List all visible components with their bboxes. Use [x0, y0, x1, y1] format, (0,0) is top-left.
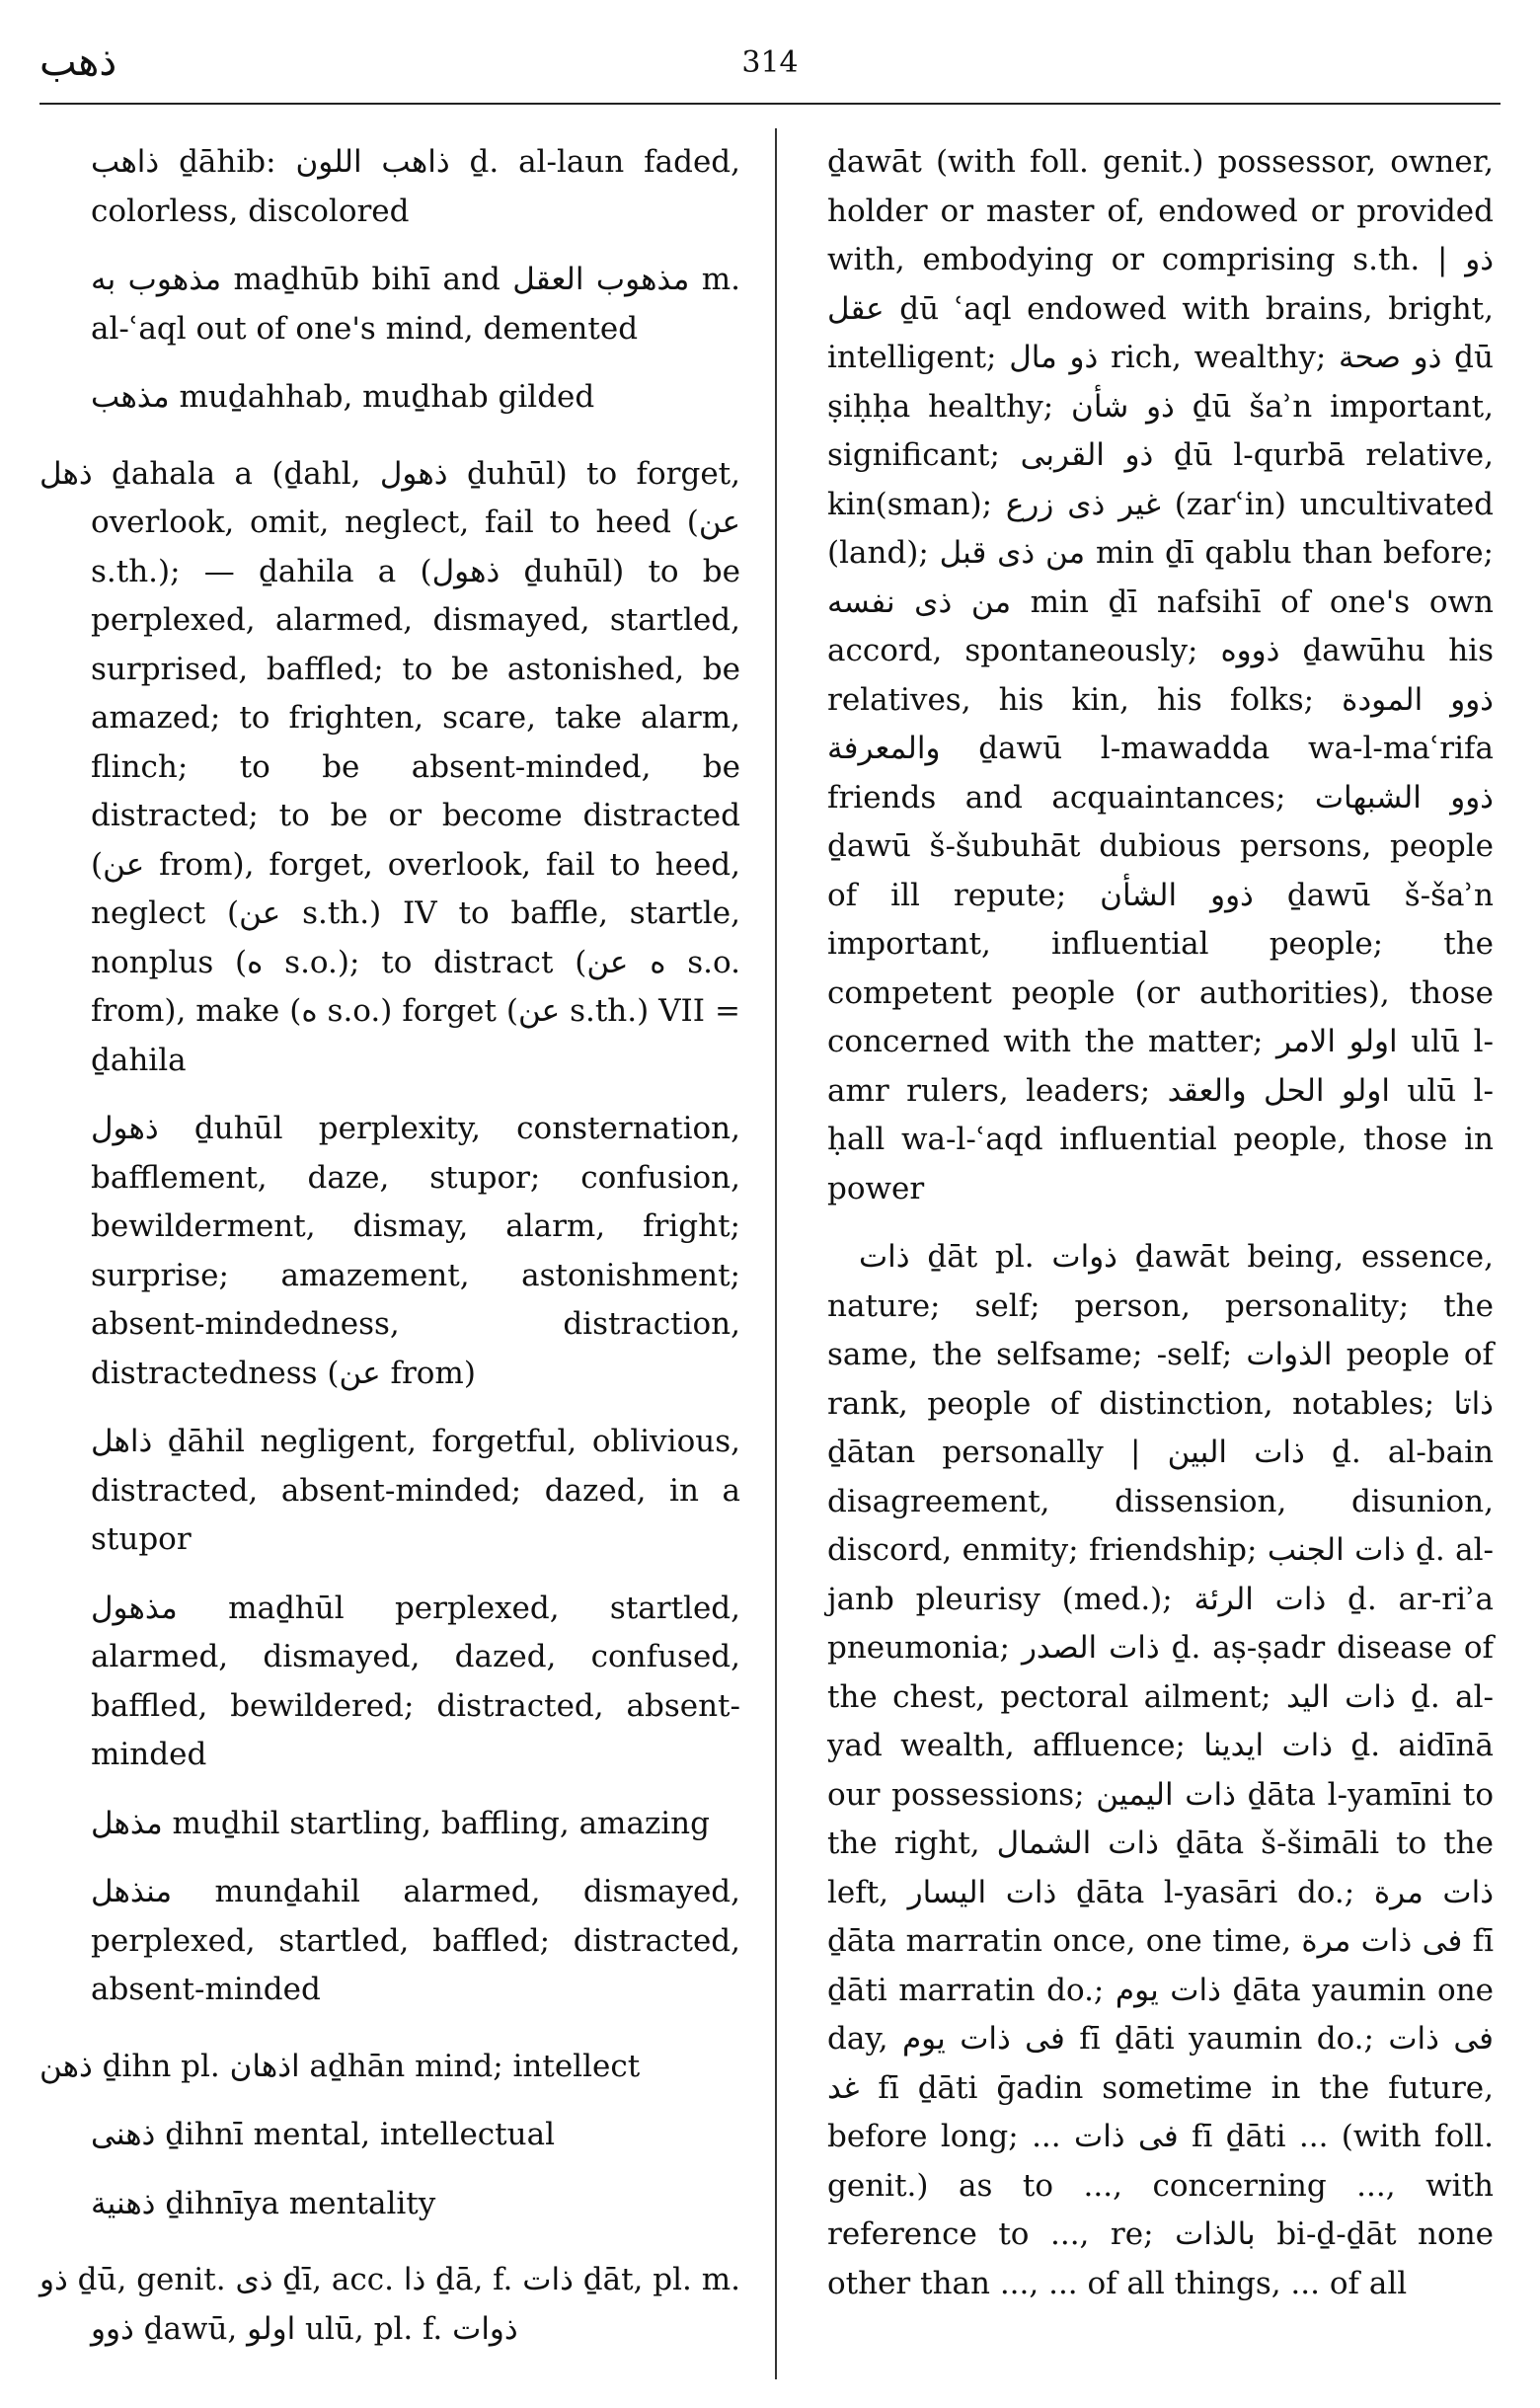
- column-divider: [775, 128, 777, 2379]
- entry-dihniya: ذهنية ḏihnīya mentality: [91, 2185, 436, 2221]
- page-header: [0, 0, 1540, 109]
- entry-du-continued: ḏawāt (with foll. genit.) possessor, owner, holder or master of, endowed or provided with, embodying or comprising s.th. | ذو عقل ḏū ʿaql endowed with brains, bright, intelligent; ذو مال rich, wealthy; ذو صحة ḏū ṣiḥḥa healthy; ذو شأن ḏū šaʾn important, significant; ذو القربى ḏū l-qurbā relative, kin(sman); غير ذى زرع (zarʿin) uncultivated (land); من ذى قبل min ḏī qablu than before; من ذى نفسه min ḏī nafsihī of one's own accord, spontaneously; ذووه ḏawūhu his relatives, his kin, his folks; ذوو المودة والمعرفة ḏawū l-mawadda wa-l-maʿrifa friends and acquaintances; ذوو الشبهات ḏawū š-šubuhāt dubious persons, people of ill repute; ذوو الشأن ḏawū š-šaʾn important, influential people; the competent people (or authorities), those concerned with the matter; اولو الامر ulū l-amr rulers, leaders; اولو الحل والعقد ulū l-ḥall wa-l-ʿaqd influential people, those in power: [827, 144, 1495, 1206]
- left-column: [39, 138, 740, 2373]
- entry-mudahhab: مذهب muḏahhab, muḏhab gilded: [91, 379, 595, 415]
- entry-madhub: مذهوب به maḏhūb bihī and مذهوب العقل m. al-ʿaql out of one's mind, demented: [91, 262, 740, 347]
- entry-dahala: ذهل ḏahala a (ḏahl, ذهول ḏuhūl) to forget, overlook, omit, neglect, fail to heed (عن s.th.); — ḏahila a (ذهول ḏuhūl) to be perplexed, alarmed, dismayed, startled, surprised, baffled; to be astonished, be amazed; to frighten, scare, take alarm, flinch; to be absent-minded, be distracted; to be or become distracted (عن from), forget, overlook, fail to heed, neglect (عن s.th.) IV to baffle, startle, nonplus (ه s.o.); to distract (ه عن s.o. from), make (ه s.o.) forget (عن s.th.) VII = ḏahila: [39, 455, 740, 1078]
- entry-duhul: ذهول ḏuhūl perplexity, consternation, bafflement, daze, stupor; confusion, bewilderment, dismay, alarm, fright; surprise; amazement, astonishment; absent-mindedness, distraction, distractedness (عن from): [91, 1111, 740, 1391]
- right-column: [827, 138, 1494, 2328]
- entry-dahib: ذاهب ḏāhib: ذاهب اللون ḏ. al-laun faded, colorless, discolored: [91, 144, 740, 229]
- root-word-header: ذهب: [39, 39, 117, 85]
- entry-madhul: مذهول maḏhūl perplexed, startled, alarmed, dismayed, dazed, confused, baffled, bewildered; distracted, absent-minded: [91, 1590, 740, 1772]
- entry-dahil: ذاهل ḏāhil negligent, forgetful, oblivious, distracted, absent-minded; dazed, in a stupor: [91, 1424, 740, 1557]
- entry-dihni: ذهنى ḏihnī mental, intellectual: [91, 2117, 555, 2152]
- entry-dat: ذات ḏāt pl. ذوات ḏawāt being, essence, nature; self; person, personality; the same, the selfsame; -self; الذوات people of rank, people of distinction, notables; ذاتا ḏātan personally | ذات البين ḏ. al-bain disagreement, dissension, disunion, discord, enmity; friendship; ذات الجنب ḏ. al-janb pleurisy (med.); ذات الرئة ḏ. ar-riʾa pneumonia; ذات الصدر ḏ. aṣ-ṣadr disease of the chest, pectoral ailment; ذات اليد ḏ. al-yad wealth, affluence; ذات ايدينا ḏ. aidīnā our possessions; ذات اليمين ḏāta l-yamīni to the right, ذات الشمال ḏāta š-šimāli to the left, ذات اليسار ḏāta l-yasāri do.; ذات مرة ḏāta marratin once, one time, فى ذات مرة fī ḏāti marratin do.; ذات يوم ḏāta yaumin one day, فى ذات يوم fī ḏāti yaumin do.; فى ذات غد fī ḏāti ḡadin sometime in the future, before long; ... فى ذات fī ḏāti ... (with foll. genit.) as to ..., concerning ..., with reference to ..., re; بالذات bi-ḏ-ḏāt none other than ..., ... of all things, ... of all: [827, 1239, 1495, 2301]
- entry-dihn: ذهن ḏihn pl. اذهان aḏhān mind; intellect: [39, 2048, 641, 2084]
- page-number: 314: [741, 45, 799, 80]
- header-rule: [39, 103, 1501, 105]
- entry-mundahil: منذهل munḏahil alarmed, dismayed, perplexed, startled, baffled; distracted, absent-minded: [91, 1874, 740, 2007]
- entry-du: ذو ḏū, genit. ذى ḏī, acc. ذا ḏā, f. ذات ḏāt, pl. m. ذوو ḏawū, اولو ulū, pl. f. ذوات: [39, 2262, 741, 2347]
- entry-mudhil: مذهل muḏhil startling, baffling, amazing: [91, 1805, 710, 1841]
